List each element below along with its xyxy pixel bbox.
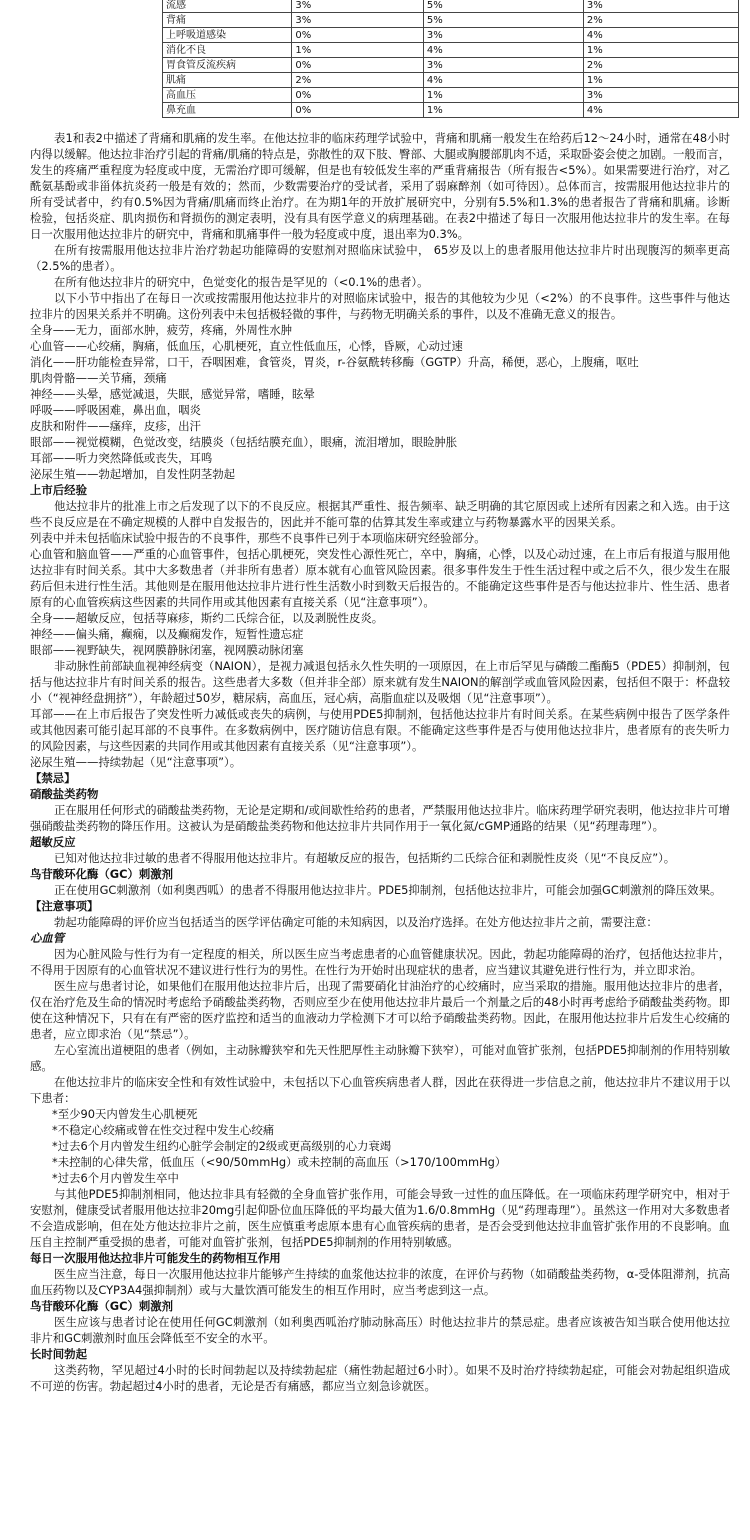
event-name-cell: 消化不良	[163, 43, 292, 58]
rate-cell: 2%	[583, 58, 738, 73]
bullet-item: *过去6个月内曾发生卒中	[52, 1171, 179, 1185]
event-name-cell: 流感	[163, 0, 292, 13]
document-body	[30, 130, 730, 1394]
subsection-heading: 硝酸盐类药物	[30, 787, 99, 801]
event-name-cell: 上呼吸道感染	[163, 28, 292, 43]
rate-cell: 1%	[583, 73, 738, 88]
system-line: 全身——无力，面部水肿，疲劳，疼痛，外周性水肿	[30, 323, 292, 337]
rate-cell: 3%	[583, 88, 738, 103]
rate-cell: 1%	[292, 43, 423, 58]
event-name-cell: 高血压	[163, 88, 292, 103]
table-row	[163, 0, 739, 13]
rate-cell: 5%	[423, 13, 583, 28]
table-row	[163, 103, 739, 118]
paragraph: 勃起功能障碍的评价应当包括适当的医学评估确定可能的未知病因，以及治疗选择。在处方他达拉非片之前，需要注意：	[54, 915, 658, 929]
adverse-event-table	[162, 0, 739, 118]
table-row	[163, 58, 739, 73]
table-row	[163, 13, 739, 28]
subsection-heading: 每日一次服用他达拉非片可能发生的药物相互作用	[30, 1251, 281, 1265]
bullet-item: *不稳定心绞痛或曾在性交过程中发生心绞痛	[52, 1123, 275, 1137]
rate-cell: 0%	[292, 88, 423, 103]
rate-cell: 3%	[583, 0, 738, 13]
paragraph: 他达拉非片的批准上市之后发现了以下的不良反应。根据其严重性、报告频率、缺乏明确的其它原因或上述所有因素之和入选。由于这些不良反应是在不确定规模的人群中自发报告的，因此并不能可靠的估算其发生率或建立与药物暴露水平的因果关系。	[30, 499, 730, 529]
system-line: 神经——偏头痛，癫痫，以及癫痫发作，短暂性遗忘症	[30, 627, 304, 641]
paragraph: 在他达拉非片的临床安全性和有效性试验中，未包括以下心血管疾病患者人群，因此在获得进一步信息之前，他达拉非片不建议用于以下患者：	[30, 1075, 730, 1105]
system-line: 耳部——听力突然降低或丧失，耳鸣	[30, 451, 213, 465]
paragraph: 心血管和脑血管——严重的心血管事件，包括心肌梗死，突发性心源性死亡，卒中，胸痛，心悸，以及心动过速，在上市后有报道与服用他达拉非有时间关系。其中大多数患者（并非所有患者）原本就有心血管风险因素。很多事件发生于性生活过程中或之后不久，很少发生在服药后但未进行性生活。其他则是在服用他达拉非片进行性生活数小时到数天后报告的。不能确定这些事件是否与他达拉非片、性生活、患者原有的心血管疾病这些因素的共同作用或其他因素有直接关系（见“注意事项”）。	[30, 547, 730, 609]
rate-cell: 1%	[423, 103, 583, 118]
rate-cell: 3%	[292, 0, 423, 13]
paragraph: 左心室流出道梗阻的患者（例如，主动脉瓣狭窄和先天性肥厚性主动脉瓣下狭窄），可能对血管扩张剂，包括PDE5抑制剂的作用特别敏感。	[30, 1043, 730, 1073]
rate-cell: 4%	[423, 43, 583, 58]
rate-cell: 2%	[583, 13, 738, 28]
system-line: 皮肤和附件——瘙痒，皮疹，出汗	[30, 419, 201, 433]
system-line: 肌肉骨骼——关节痛，颈痛	[30, 371, 167, 385]
rate-cell: 1%	[583, 43, 738, 58]
table-row	[163, 28, 739, 43]
paragraph: 表1和表2中描述了背痛和肌痛的发生率。在他达拉非的临床药理学试验中，背痛和肌痛一般发生在给药后12～24小时，通常在48小时内得以缓解。他达拉非治疗引起的背痛/肌痛的特点是，弥散性的双下肢、臀部、大腿或胸腰部肌肉不适，采取卧姿会使之加剧。一般而言，发生的疼痛严重程度为轻度或中度，无需治疗即可缓解，但是也有较低发生率的严重背痛报告（所有报告<5%）。如果需要进行治疗，对乙酰氨基酚或非甾体抗炎药一般是有效的；然而，少数需要治疗的受试者，采用了弱麻醉剂（如可待因）。总体而言，按需服用他达拉非片的所有受试者中，约有0.5%因为背痛/肌痛而终止治疗。在为期1年的开放扩展研究中，分别有5.5%和1.3%的患者报告了背痛和肌痛。诊断检验，包括炎症、肌肉损伤和肾损伤的测定表明，没有具有医学意义的病理基础。在表2中描述了每日一次服用他达拉非片的发生率。在每日一次服用他达拉非片的研究中，背痛和肌痛事件一般为轻度或中度，退出率为0.3%。	[30, 131, 730, 241]
subsection-heading: 超敏反应	[30, 835, 76, 849]
section-heading: 【禁忌】	[30, 771, 76, 785]
rate-cell: 0%	[292, 103, 423, 118]
paragraph: 医生应当注意，每日一次服用他达拉非片能够产生持续的血浆他达拉非的浓度，在评价与药物（如硝酸盐类药物，α-受体阻滞剂，抗高血压药物以及CYP3A4强抑制剂）或与大量饮酒可能发生的相互作用时，应当考虑到这一点。	[30, 1267, 730, 1297]
system-line: 神经——头晕，感觉减退，失眠，感觉异常，嗜睡，眩晕	[30, 387, 315, 401]
event-name-cell: 背痛	[163, 13, 292, 28]
rate-cell: 0%	[292, 58, 423, 73]
rate-cell: 5%	[423, 0, 583, 13]
bullet-item: *至少90天内曾发生心肌梗死	[52, 1107, 198, 1121]
paragraph: 因为心脏风险与性行为有一定程度的相关，所以医生应当考虑患者的心血管健康状况。因此，勃起功能障碍的治疗，包括他达拉非片，不得用于因原有的心血管状况不建议进行性行为的男性。在性行为开始时出现症状的患者，应当建议其避免进行性行为，并立即求治。	[30, 947, 730, 977]
paragraph: 在所有按需服用他达拉非片治疗勃起功能障碍的安慰剂对照临床试验中， 65岁及以上的患者服用他达拉非片时出现腹泻的频率更高（2.5%的患者）。	[30, 243, 730, 273]
subsection-heading: 心血管	[30, 931, 65, 945]
paragraph: 正在使用GC刺激剂（如利奥西呱）的患者不得服用他达拉非片。PDE5抑制剂，包括他达拉非片，可能会加强GC刺激剂的降压效果。	[54, 883, 722, 897]
paragraph: 与其他PDE5抑制剂相同，他达拉非具有轻微的全身血管扩张作用，可能会导致一过性的血压降低。在一项临床药理学研究中，相对于安慰剂，健康受试者服用他达拉非20mg引起仰卧位血压降低的平均最大值为1.6/0.8mmHg（见“药理毒理”）。虽然这一作用对大多数患者不会造成影响，但在处方他达拉非片之前，医生应慎重考虑原本患有心血管疾病的患者，是否会受到他达拉非血管扩张作用的不良影响。血压自主控制严重受损的患者，可能对血管扩张剂，包括PDE5抑制剂的作用特别敏感。	[30, 1187, 730, 1249]
subsection-heading: 鸟苷酸环化酶（GC）刺激剂	[30, 1299, 174, 1313]
system-line: 眼部——视觉模糊，色觉改变，结膜炎（包括结膜充血），眼痛，流泪增加，眼睑肿胀	[30, 435, 458, 449]
system-line: 泌尿生殖——持续勃起（见“注意事项”）。	[30, 755, 242, 769]
rate-cell: 4%	[583, 28, 738, 43]
bullet-item: *过去6个月内曾发生纽约心脏学会制定的2级或更高级别的心力衰竭	[52, 1139, 392, 1153]
paragraph: 这类药物，罕见超过4小时的长时间勃起以及持续勃起症（痛性勃起超过6小时）。如果不及时治疗持续勃起症，可能会对勃起组织造成不可逆的伤害。勃起超过4小时的患者，无论是否有痛感，都应当立刻急诊就医。	[30, 1363, 730, 1393]
system-line: 心血管——心绞痛，胸痛，低血压，心肌梗死，直立性低血压，心悸，昏厥，心动过速	[30, 339, 463, 353]
subsection-heading: 鸟苷酸环化酶（GC）刺激剂	[30, 867, 174, 881]
event-name-cell: 鼻充血	[163, 103, 292, 118]
system-line: 呼吸——呼吸困难，鼻出血，咽炎	[30, 403, 201, 417]
rate-cell: 4%	[423, 73, 583, 88]
section-heading: 【注意事项】	[30, 899, 99, 913]
rate-cell: 4%	[583, 103, 738, 118]
rate-cell: 3%	[423, 28, 583, 43]
table-row	[163, 88, 739, 103]
paragraph: 列表中并未包括临床试验中报告的不良事件，那些不良事件已列于本项临床研究经验部分。	[30, 531, 486, 545]
paragraph: 正在服用任何形式的硝酸盐类药物，无论是定期和/或间歇性给药的患者，严禁服用他达拉非片。临床药理学研究表明，他达拉非片可增强硝酸盐类药物的降压作用。这被认为是硝酸盐类药物和他达拉非片共同作用于一氧化氮/cGMP通路的结果（见“药理毒理”）。	[30, 803, 730, 833]
table-row	[163, 43, 739, 58]
system-line: 泌尿生殖——勃起增加，自发性阴茎勃起	[30, 467, 236, 481]
paragraph: 耳部——在上市后报告了突发性听力减低或丧失的病例，与使用PDE5抑制剂，包括他达拉非片有时间关系。在某些病例中报告了医学条件或其他因素可能引起耳部的不良事件。在多数病例中，医疗随访信息有限。不能确定这些事件是否与使用他达拉非片，患者原有的丧失听力的风险因素，与这些因素的共同作用或其他因素有直接关系（见“注意事项”）。	[30, 707, 730, 753]
system-line: 眼部——视野缺失，视网膜静脉闭塞，视网膜动脉闭塞	[30, 643, 304, 657]
paragraph: 医生应该与患者讨论在使用任何GC刺激剂（如利奥西呱治疗肺动脉高压）时他达拉非片的禁忌症。患者应该被告知当联合使用他达拉非片和GC刺激剂时血压会降低至不安全的水平。	[30, 1315, 730, 1345]
paragraph: 已知对他达拉非过敏的患者不得服用他达拉非片。有超敏反应的报告，包括斯约二氏综合征和剥脱性皮炎（见“不良反应”）。	[54, 851, 676, 865]
rate-cell: 1%	[423, 88, 583, 103]
event-name-cell: 胃食管反流疾病	[163, 58, 292, 73]
rate-cell: 3%	[292, 13, 423, 28]
rate-cell: 0%	[292, 28, 423, 43]
paragraph: 在所有他达拉非片的研究中，色觉变化的报告是罕见的（<0.1%的患者）。	[54, 275, 429, 289]
rate-cell: 2%	[292, 73, 423, 88]
subsection-heading: 长时间勃起	[30, 1347, 87, 1361]
paragraph: 非动脉性前部缺血视神经病变（NAION），是视力减退包括永久性失明的一项原因，在上市后罕见与磷酸二酯酶5（PDE5）抑制剂，包括与他达拉非片有时间关系的报告。这些患者大多数（但并非全部）原来就有发生NAION的解剖学或血管风险因素，包括但不限于：杯盘较小（“视神经盘拥挤”），年龄超过50岁，糖尿病，高血压，冠心病，高脂血症以及吸烟（见“注意事项”）。	[30, 659, 730, 705]
paragraph: 医生应与患者讨论，如果他们在服用他达拉非片后，出现了需要硝化甘油治疗的心绞痛时，应当采取的措施。服用他达拉非片的患者，仅在治疗危及生命的情况时考虑给予硝酸盐类药物，否则应至少在使用他达拉非片最后一个剂量之后的48小时再考虑给予硝酸盐类药物。即使在这种情况下，只有在有严密的医疗监控和适当的血液动力学检测下才可以给予硝酸盐类药物。因此，在服用他达拉非片后发生心绞痛的患者，应立即求治（见“禁忌”）。	[30, 979, 730, 1041]
table-row	[163, 73, 739, 88]
paragraph: 以下小节中指出了在每日一次或按需服用他达拉非片的对照临床试验中，报告的其他较为少见（<2%）的不良事件。这些事件与他达拉非片的因果关系并不明确。这份列表中未包括极轻微的事件，与药物无明确关系的事件，以及不准确无意义的报告。	[30, 291, 730, 321]
bullet-item: *未控制的心律失常，低血压（<90/50mmHg）或未控制的高血压（>170/100mmHg）	[52, 1155, 507, 1169]
system-line: 全身——超敏反应，包括荨麻疹，斯约二氏综合征，以及剥脱性皮炎。	[30, 611, 384, 625]
rate-cell: 3%	[423, 58, 583, 73]
event-name-cell: 肌痛	[163, 73, 292, 88]
system-line: 消化——肝功能检查异常，口干，吞咽困难，食管炎，胃炎，r-谷氨酰转移酶（GGTP）升高，稀便，恶心，上腹痛，呕吐	[30, 355, 639, 369]
section-heading: 上市后经验	[30, 483, 87, 497]
